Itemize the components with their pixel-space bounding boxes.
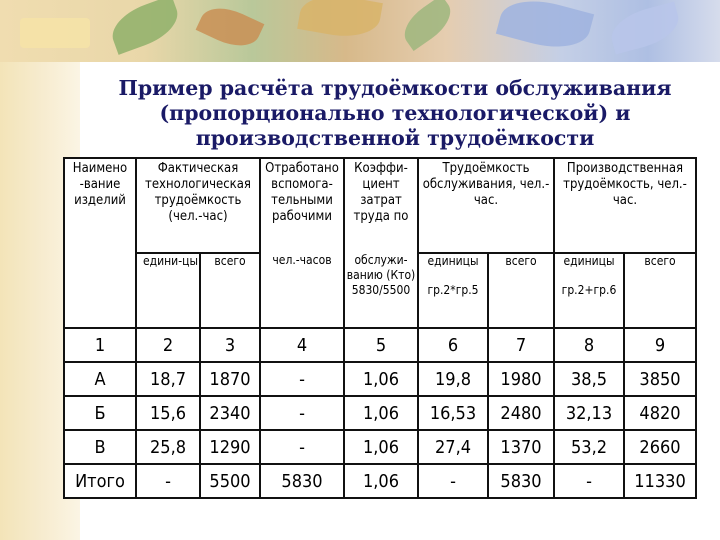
header-coefficient-detail (344, 253, 418, 328)
header-service-unit-formula: гр.2*гр.5 (427, 283, 479, 297)
table-cell: В (64, 430, 136, 464)
slide-title-line: производственной трудоёмкости (195, 126, 595, 150)
header-actual-total: всего (200, 253, 260, 328)
table-cell: 1870 (200, 362, 260, 396)
header-actual-unit: едини-цы (136, 253, 200, 328)
column-number: 3 (200, 328, 260, 362)
table-cell: 27,4 (418, 430, 488, 464)
table-cell: Б (64, 396, 136, 430)
column-number: 2 (136, 328, 200, 362)
table-cell: 1290 (200, 430, 260, 464)
table-cell: 19,8 (418, 362, 488, 396)
slide-title (85, 76, 705, 151)
decorative-leaf-banner (0, 0, 720, 62)
table-cell: - (554, 464, 624, 498)
decorative-leaf (396, 0, 458, 51)
table-cell: 5830 (260, 464, 344, 498)
table-cell: 15,6 (136, 396, 200, 430)
table-cell: А (64, 362, 136, 396)
table-cell: 4820 (624, 396, 696, 430)
column-number: 4 (260, 328, 344, 362)
table-cell: 2480 (488, 396, 554, 430)
table-cell: 25,8 (136, 430, 200, 464)
column-number: 5 (344, 328, 418, 362)
column-number: 1 (64, 328, 136, 362)
header-production-labor: Производственная трудоёмкость, чел.-час. (554, 158, 696, 253)
table-cell: 18,7 (136, 362, 200, 396)
header-service-unit-cell (418, 253, 488, 328)
table-cell: 3850 (624, 362, 696, 396)
table-cell: 5500 (200, 464, 260, 498)
header-worked-hours: Отработано вспомога-тельными рабочими (260, 158, 344, 253)
header-worked-unit: чел.-часов (260, 253, 344, 328)
table-row-total (64, 464, 696, 498)
table-cell: 11330 (624, 464, 696, 498)
table-cell: - (260, 362, 344, 396)
table-cell: Итого (64, 464, 136, 498)
header-production-unit: единицы (563, 254, 615, 268)
header-service-unit: единицы (427, 254, 479, 268)
table-cell: 1370 (488, 430, 554, 464)
header-coefficient-formula: 5830/5500 (351, 283, 411, 297)
column-number-row (64, 328, 696, 362)
table-cell: - (136, 464, 200, 498)
table-cell: 2340 (200, 396, 260, 430)
header-product-name: Наимено -вание изделий (64, 158, 136, 328)
column-number: 6 (418, 328, 488, 362)
table-cell: 1980 (488, 362, 554, 396)
header-coefficient: Коэффи-циент затрат труда по (344, 158, 418, 253)
table-row (64, 396, 696, 430)
table-cell: 38,5 (554, 362, 624, 396)
decorative-leaf (20, 18, 90, 48)
header-actual-labor: Фактическая технологическая трудоёмкость (чел.-час) (136, 158, 260, 253)
header-production-unit-formula: гр.2+гр.6 (561, 283, 617, 297)
calculation-table (63, 157, 695, 497)
table-cell: 2660 (624, 430, 696, 464)
slide-title-line: (пропорционально технологической) и (159, 101, 631, 125)
column-number: 9 (624, 328, 696, 362)
table-cell: - (260, 396, 344, 430)
decorative-leaf (496, 0, 594, 57)
header-production-total: всего (624, 253, 696, 328)
table-cell: 32,13 (554, 396, 624, 430)
header-production-unit-cell (554, 253, 624, 328)
slide-title-line: Пример расчёта трудоёмкости обслуживания (118, 76, 672, 100)
decorative-leaf (106, 0, 185, 55)
table-cell: 1,06 (344, 396, 418, 430)
column-number: 8 (554, 328, 624, 362)
table-cell: 1,06 (344, 464, 418, 498)
table-cell: 16,53 (418, 396, 488, 430)
header-service-total: всего (488, 253, 554, 328)
table-cell: 1,06 (344, 362, 418, 396)
decorative-leaf (607, 2, 684, 55)
table-row (64, 362, 696, 396)
table-cell: 5830 (488, 464, 554, 498)
column-number: 7 (488, 328, 554, 362)
header-service-labor: Трудоёмкость обслуживания, чел.-час. (418, 158, 554, 253)
table-cell: 53,2 (554, 430, 624, 464)
table-cell: - (260, 430, 344, 464)
table-row (64, 430, 696, 464)
table-cell: 1,06 (344, 430, 418, 464)
decorative-leaf (297, 0, 383, 43)
decorative-leaf (196, 0, 265, 55)
header-coefficient-sub: обслужи-ванию (Кто) (346, 253, 416, 282)
table-cell: - (418, 464, 488, 498)
